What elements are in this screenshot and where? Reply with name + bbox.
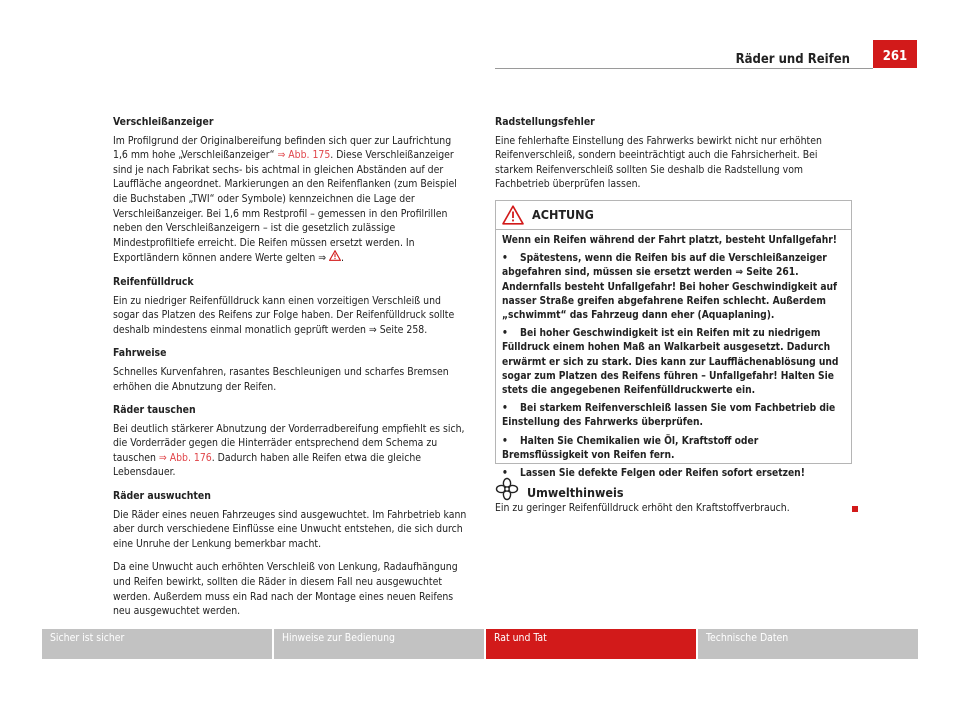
section-heading: Verschleißanzeiger	[113, 116, 214, 128]
section-title: Räder und Reifen	[735, 52, 850, 67]
bullet-icon: •	[502, 403, 508, 415]
paragraph: Eine fehlerhafte Einstellung des Fahrwerks bewirkt nicht nur erhöhten Reifenverschleiß, sondern beeinträchtigt auch die Fahrsicherheit. Bei starkem Reifenverschleiß sollten Sie deshalb die Radstellung vom Fachbetrieb überprüfen lassen.	[495, 134, 822, 191]
section-wheel-balancing	[113, 489, 468, 619]
section-end-marker	[852, 506, 858, 512]
bullet-icon: •	[502, 328, 508, 340]
environment-note-title: Umwelthinweis	[527, 485, 624, 500]
warning-bullet-text: Halten Sie Chemikalien wie Öl, Kraftstoff oder Bremsflüssigkeit von Reifen fern.	[502, 435, 759, 461]
left-column	[113, 115, 468, 628]
paragraph	[113, 134, 468, 266]
paragraph-text: . Dadurch haben alle Reifen etwa die gleiche Lebensdauer.	[113, 451, 422, 479]
paragraph-text: .	[341, 252, 345, 265]
warning-intro: Wenn ein Reifen während der Fahrt platzt, besteht Unfallgefahr!	[502, 235, 837, 246]
paragraph	[113, 422, 468, 480]
warning-bullet	[502, 467, 845, 481]
paragraph: Die Räder eines neuen Fahrzeuges sind ausgewuchtet. Im Fahrbetrieb kann aber durch verschiedene Einflüsse eine Unwucht entstehen, die sich durch eine Unruhe der Lenkung bemerkbar macht.	[113, 508, 467, 550]
section-heading: Radstellungsfehler	[495, 116, 595, 128]
paragraph-text: . Diese Verschleißanzeiger sind je nach Fabrikat sechs- bis achtmal in gleichen Abständen auf der Lauffläche angeordnet. Markierungen an den Reifenflanken (zum Beispiel die Buchstaben „TWI“ oder Symbole) kennzeichnen die Lage der Verschleißanzeiger. Bei 1,6 mm Restprofil – gemessen in den Profilrillen neben den Verschleißanzeigern – ist die gesetzlich zulässige Mindestprofiltiefe erreicht. Die Reifen müssen ersetzt werden. In Exportländern können andere Werte gelten ⇒	[113, 149, 457, 265]
header-divider	[495, 68, 873, 69]
paragraph-text: Bei deutlich stärkerer Abnutzung der Vorderradbereifung empfiehlt es sich, die Vorderräder gegen die Hinterräder entsprechend dem Schema zu tauschen	[113, 422, 465, 464]
environment-note-text: Ein zu geringer Reifenfülldruck erhöht den Kraftstoffverbrauch.	[495, 502, 790, 514]
warning-bullet-text: Spätestens, wenn die Reifen bis auf die Verschleißanzeiger abgefahren sind, müssen sie ersetzt werden ⇒ Seite 261. Andernfalls besteht Unfallgefahr! Bei hoher Geschwindigkeit auf nasser Straße greifen abgefahrene Reifen schlecht. Außerdem „schwimmt“ das Fahrzeug dann eher (Aquaplaning).	[502, 253, 838, 322]
warning-body	[496, 230, 851, 481]
warning-title: ACHTUNG	[532, 207, 594, 222]
section-rotate-wheels	[113, 403, 468, 480]
section-heading: Räder tauschen	[113, 404, 196, 417]
warning-bullet	[502, 402, 845, 430]
footer-nav	[42, 629, 918, 659]
paragraph: Schnelles Kurvenfahren, rasantes Beschleunigen und scharfes Bremsen erhöhen die Abnutzung der Reifen.	[113, 365, 449, 393]
warning-bullet	[502, 327, 845, 398]
footer-tab-technische-daten[interactable]: Technische Daten	[698, 629, 918, 659]
section-heading: Räder auswuchten	[113, 490, 211, 503]
warning-bullet-text: Bei starkem Reifenverschleiß lassen Sie vom Fachbetrieb die Einstellung des Fahrwerks überprüfen.	[502, 403, 836, 429]
section-tire-pressure	[113, 275, 468, 337]
footer-tab-rat-und-tat[interactable]: Rat und Tat	[486, 629, 696, 659]
warning-bullet	[502, 435, 845, 463]
paragraph: Ein zu niedriger Reifenfülldruck kann einen vorzeitigen Verschleiß und sogar das Platzen des Reifens zur Folge haben. Der Reifenfülldruck sollte deshalb mindestens einmal monatlich geprüft werden ⇒ Seite 258.	[113, 294, 455, 336]
bullet-icon: •	[502, 468, 508, 480]
warning-bullet-text: Lassen Sie defekte Felgen oder Reifen sofort ersetzen!	[520, 468, 805, 480]
figure-reference-link[interactable]: ⇒ Abb. 175	[277, 149, 331, 162]
warning-bullet-text: Bei hoher Geschwindigkeit ist ein Reifen mit zu niedrigem Fülldruck einem hohen Maß an Walkarbeit ausgesetzt. Dadurch erwärmt er sich zu stark. Dies kann zur Laufflächenablösung und sogar zum Platzen des Reifens führen – Unfallgefahr! Halten Sie stets die angegebenen Reifenfülldruckwerte ein.	[502, 328, 839, 397]
section-wear-indicator	[113, 115, 468, 266]
paragraph-text: Im Profilgrund der Originalbereifung befinden sich quer zur Laufrichtung 1,6 mm hohe „Verschleißanzeiger“	[113, 134, 452, 162]
bullet-icon: •	[502, 435, 508, 447]
paragraph: Da eine Unwucht auch erhöhten Verschleiß von Lenkung, Radaufhängung und Reifen bewirkt, sollten die Räder in diesem Fall neu ausgewuchtet werden. Außerdem muss ein Rad nach der Montage eines neuen Reifens neu ausgewuchtet werden.	[113, 561, 458, 618]
warning-box	[495, 200, 852, 480]
bullet-icon: •	[502, 253, 508, 265]
section-driving-style	[113, 346, 468, 394]
warning-header	[496, 201, 851, 230]
flower-icon	[495, 477, 519, 505]
warning-bullet	[502, 252, 845, 323]
page-number: 261	[873, 40, 917, 68]
section-heading: Reifenfülldruck	[113, 275, 194, 288]
section-heading: Fahrweise	[113, 347, 167, 360]
right-column	[495, 115, 852, 201]
footer-tab-bedienung[interactable]: Hinweise zur Bedienung	[274, 629, 484, 659]
footer-tab-sicher[interactable]: Sicher ist sicher	[42, 629, 272, 659]
warning-triangle-icon[interactable]	[329, 251, 341, 264]
figure-reference-link[interactable]: ⇒ Abb. 176	[158, 451, 212, 464]
